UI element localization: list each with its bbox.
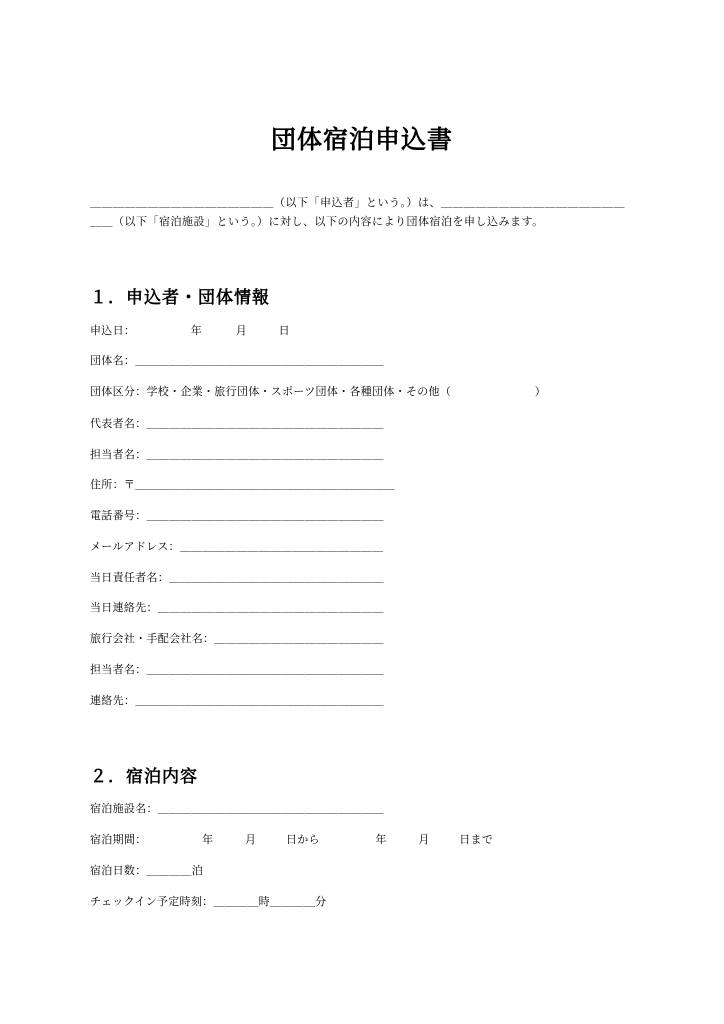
facility-name-row: 宿泊施設名：＿＿＿＿＿＿＿＿＿＿＿＿＿＿＿＿＿＿＿＿ (90, 802, 384, 815)
group-type-close-paren: ） (534, 385, 547, 398)
travel-agency-row: 旅行会社・手配会社名：＿＿＿＿＿＿＿＿＿＿＿＿＿＿＿ (90, 632, 384, 645)
date-day-label: 日 (278, 324, 290, 337)
group-name-row: 団体名：＿＿＿＿＿＿＿＿＿＿＿＿＿＿＿＿＿＿＿＿＿＿ (90, 354, 384, 367)
address-row: 住所：〒＿＿＿＿＿＿＿＿＿＿＿＿＿＿＿＿＿＿＿＿＿＿＿ (90, 478, 396, 491)
contact-person-row: 担当者名：＿＿＿＿＿＿＿＿＿＿＿＿＿＿＿＿＿＿＿＿＿ (90, 448, 384, 461)
intro-paragraph (90, 193, 650, 231)
representative-row: 代表者名：＿＿＿＿＿＿＿＿＿＿＿＿＿＿＿＿＿＿＿＿＿ (90, 417, 384, 430)
date-year-label: 年 (190, 324, 203, 337)
date-month-label: 月 (235, 324, 248, 337)
period-end-month: 月 (418, 833, 430, 846)
agency-person-row: 担当者名：＿＿＿＿＿＿＿＿＿＿＿＿＿＿＿＿＿＿＿＿＿ (90, 663, 384, 676)
intro-line-1: ＿＿＿＿＿＿＿＿＿＿＿＿＿＿＿＿（以下「申込者」という。）は、＿＿＿＿＿＿＿＿＿＿＿＿＿＿＿＿ (90, 196, 625, 209)
stay-period-row (90, 831, 493, 847)
day-contact-row: 当日連絡先：＿＿＿＿＿＿＿＿＿＿＿＿＿＿＿＿＿＿＿＿ (90, 601, 384, 614)
application-date-label: 申込日： (90, 324, 136, 337)
period-end-year: 年 (375, 833, 387, 846)
period-from: 日から (285, 833, 320, 846)
group-type-row (90, 383, 546, 399)
application-date-row (90, 322, 290, 338)
stay-period-label: 宿泊期間： (90, 833, 147, 846)
period-until: 日まで (459, 833, 494, 846)
group-type-text: 団体区分：学校・企業・旅行団体・スポーツ団体・各種団体・その他（ (90, 385, 452, 398)
phone-row: 電話番号：＿＿＿＿＿＿＿＿＿＿＿＿＿＿＿＿＿＿＿＿＿ (90, 509, 384, 522)
section-1-heading: １．申込者・団体情報 (90, 288, 270, 308)
checkin-time-row: チェックイン予定時刻：＿＿＿＿時＿＿＿＿分 (90, 895, 327, 908)
intro-line-2: ＿＿（以下「宿泊施設」という。）に対し、以下の内容により団体宿泊を申し込みます。 (90, 215, 544, 228)
section-2-heading: ２．宿泊内容 (90, 767, 198, 787)
nights-row: 宿泊日数：＿＿＿＿泊 (90, 864, 203, 877)
day-manager-row: 当日責任者名：＿＿＿＿＿＿＿＿＿＿＿＿＿＿＿＿＿＿＿ (90, 571, 384, 584)
agency-contact-row: 連絡先：＿＿＿＿＿＿＿＿＿＿＿＿＿＿＿＿＿＿＿＿＿＿ (90, 694, 384, 707)
email-row: メールアドレス：＿＿＿＿＿＿＿＿＿＿＿＿＿＿＿＿＿＿ (90, 540, 384, 553)
period-start-year: 年 (202, 833, 214, 846)
document-title: 団体宿泊申込書 (270, 125, 453, 154)
period-start-month: 月 (245, 833, 257, 846)
